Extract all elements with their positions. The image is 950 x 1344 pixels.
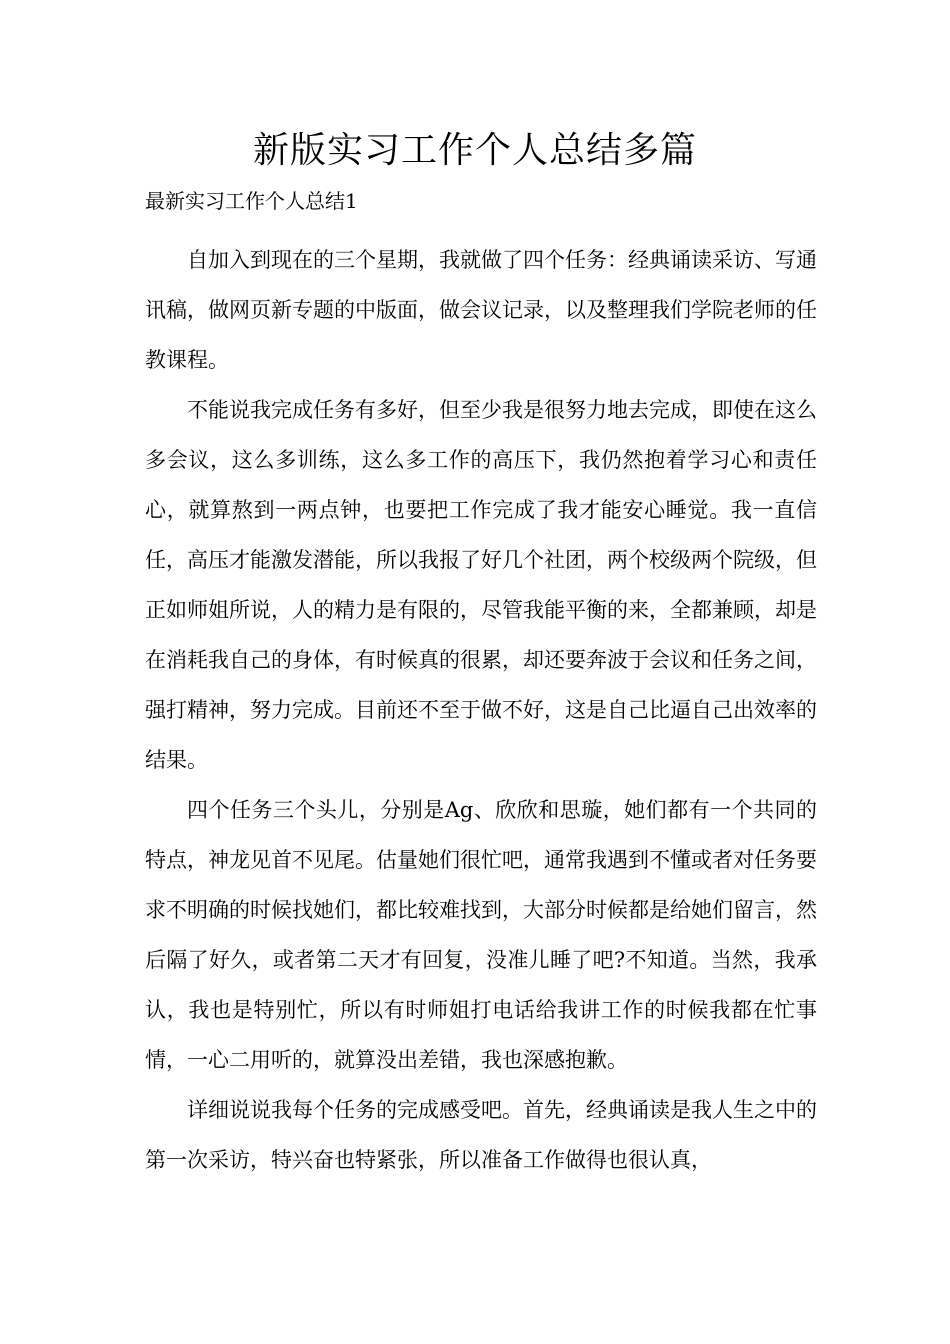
paragraph: 不能说我完成任务有多好，但至少我是很努力地去完成，即使在这么多会议，这么多训练，这么多工作的高压下，我仍然抱着学习心和责任心，就算熬到一两点钟，也要把工作完成了我才能安心睡觉。我一直信任，高压才能激发潜能，所以我报了好几个社团，两个校级两个院级，但正如师姐所说，人的精力是有限的，尽管我能平衡的来，全都兼顾，却是在消耗我自己的身体，有时候真的很累，却还要奔波于会议和任务之间，强打精神，努力完成。目前还不至于做不好，这是自己比逼自己出效率的结果。 [145,398,817,772]
section-heading: 最新实习工作个人总结1 [145,189,358,213]
paragraph: 自加入到现在的三个星期，我就做了四个任务：经典诵读采访、写通讯稿，做网页新专题的中版面，做会议记录，以及整理我们学院老师的任教课程。 [145,248,817,372]
paragraph: 四个任务三个头儿，分别是Ag、欣欣和思璇，她们都有一个共同的特点，神龙见首不见尾。估量她们很忙吧，通常我遇到不懂或者对任务要求不明确的时候找她们，都比较难找到，大部分时候都是给她们留言，然后隔了好久，或者第二天才有回复，没准儿睡了吧?不知道。当然，我承认，我也是特别忙，所以有时师姐打电话给我讲工作的时候我都在忙事情，一心二用听的，就算没出差错，我也深感抱歉。 [145,798,817,1072]
document-body [145,235,817,1185]
paragraph: 详细说说我每个任务的完成感受吧。首先，经典诵读是我人生之中的第一次采访，特兴奋也特紧张，所以准备工作做得也很认真， [145,1098,817,1172]
document-title: 新版实习工作个人总结多篇 [252,130,697,171]
